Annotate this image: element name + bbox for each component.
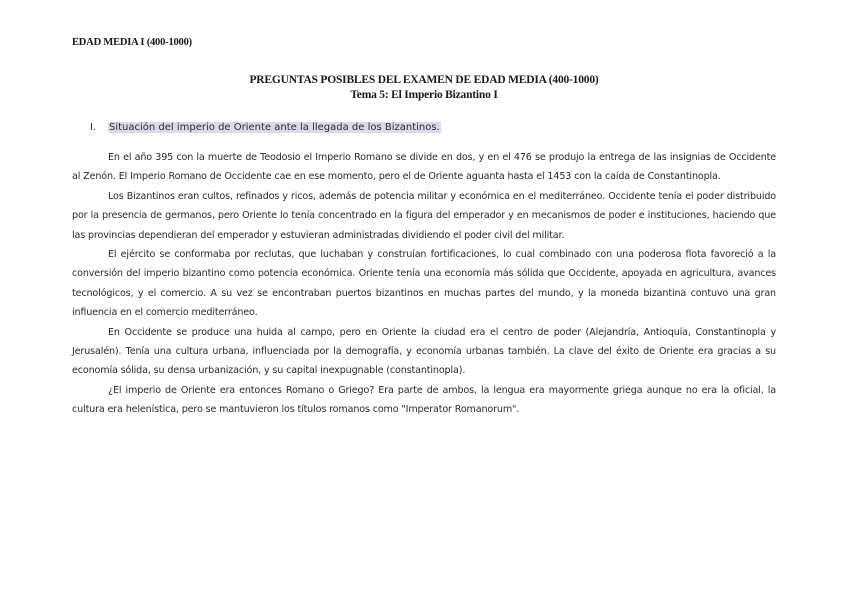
title-line-subtitle: Tema 5: El Imperio Bizantino I	[350, 89, 498, 101]
title-line-main: PREGUNTAS POSIBLES DEL EXAMEN DE EDAD MEDIA (400-1000)	[249, 74, 599, 86]
paragraph-5: ¿El imperio de Oriente era entonces Romano o Griego? Era parte de ambos, la lengua era mayormente griega aunque no era la oficial, la cultura era helenística, pero se mantuvieron los títulos romanos como "Imperator Romanorum".	[72, 384, 776, 416]
question-number: I.	[90, 122, 97, 133]
document-title	[72, 73, 776, 103]
question-heading	[90, 121, 441, 135]
answer-body	[72, 148, 776, 420]
paragraph-1: En el año 395 con la muerte de Teodosio el Imperio Romano se divide en dos, y en el 476 se produjo la entrega de las insignias de Occidente al Zenón. El Imperio Romano de Occidente cae en ese momento, pero el de Oriente aguanta hasta el 1453 con la caída de Constantinopla.	[72, 152, 776, 183]
question-text: Situación del imperio de Oriente ante la llegada de los Bizantinos.	[109, 122, 440, 133]
paragraph-2: Los Bizantinos eran cultos, refinados y ricos, además de potencia militar y económica en el mediterráneo. Occidente tenía el poder distribuido por la presencia de germanos, pero Oriente lo tenía concentrado en la figura del emperador y en mecanismos de poder e instituciones, haciendo que las provincias dependieran del emperador y estuvieran administradas dividiendo el poder civil del militar.	[72, 190, 776, 241]
paragraph-3: El ejército se conformaba por reclutas, que luchaban y construían fortificaciones, lo cual combinado con una poderosa flota favoreció a la conversión del imperio bizantino como potencia económica. Oriente tenía una economía más sólida que Occidente, apoyada en agricultura, avances tecnológicos, y el comercio. A su vez se encontraban puertos bizantinos en muchas partes del mundo, y la moneda bizantina contuvo una gran influencia en el comercio mediterráneo.	[72, 249, 776, 319]
paragraph-4: En Occidente se produce una huida al campo, pero en Oriente la ciudad era el centro de poder (Alejandría, Antioquía, Constantinopla y Jerusalén). Tenía una cultura urbana, influenciada por la demografía, y economía urbanas también. La clave del éxito de Oriente era gracias a su economía sólida, su densa urbanización, y su capital inexpugnable (constantinopla).	[72, 326, 776, 377]
page-header: EDAD MEDIA I (400-1000)	[72, 37, 192, 48]
